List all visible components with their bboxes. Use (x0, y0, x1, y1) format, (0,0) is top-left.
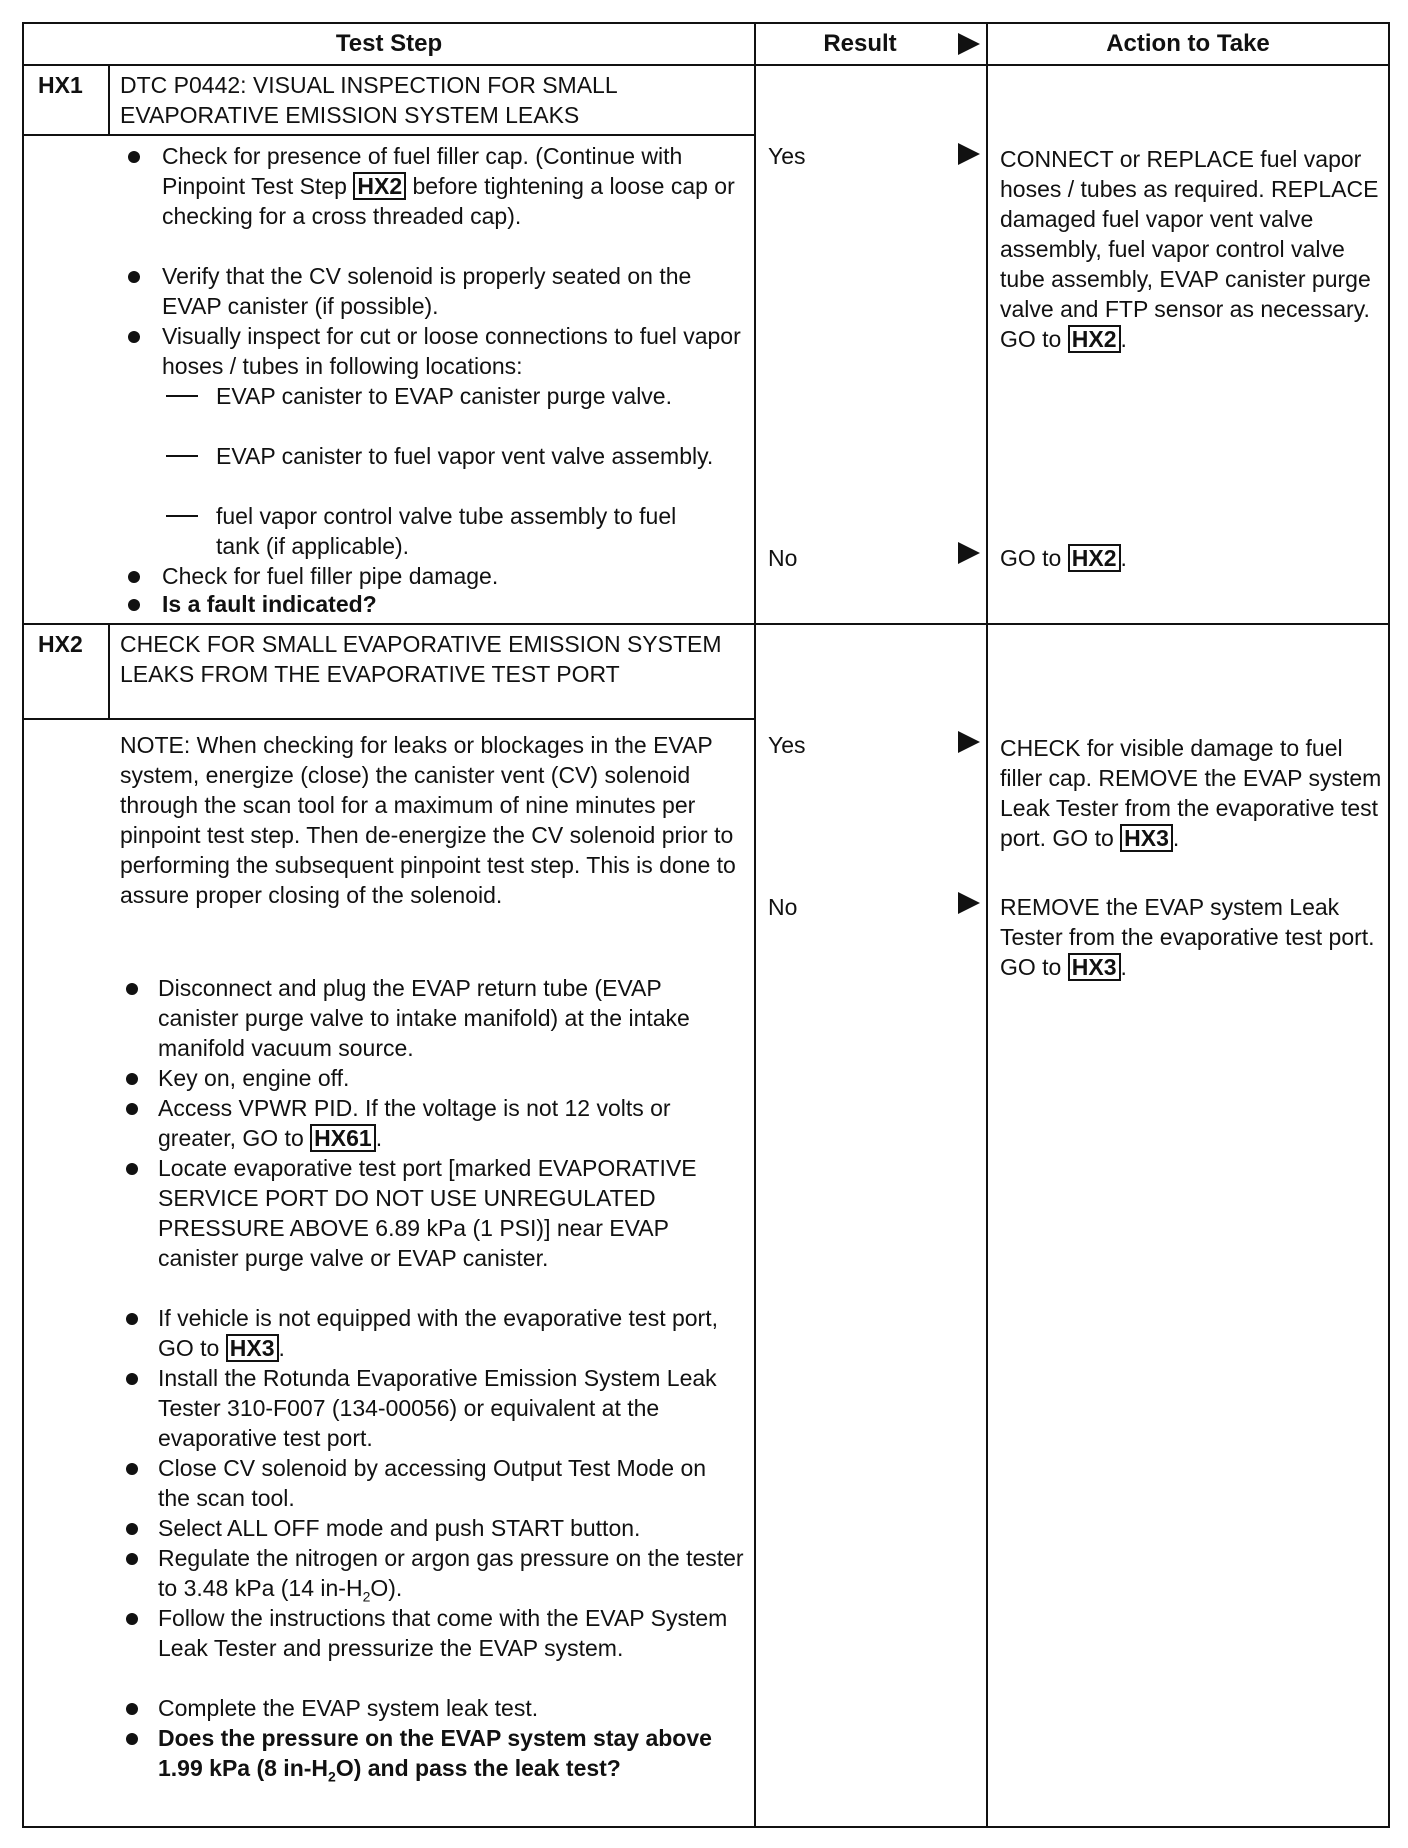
hx1-title-border (22, 134, 754, 136)
bullet-icon (126, 1523, 138, 1535)
hx2-bullet-10: Follow the instructions that come with the EVAP System Leak Tester and pressurize the EVAP system. (158, 1605, 728, 1661)
hx2-note: NOTE: When checking for leaks or blockages in the EVAP system, energize (close) the canister vent (CV) solenoid through the scan tool for a maximum of nine minutes per pinpoint test step. Then de-energize the CV solenoid prior to performing the subsequent pinpoint test step. This is done to assure proper closing of the solenoid. (120, 732, 736, 908)
bullet-icon (126, 1073, 138, 1085)
header-test-step: Test Step (335, 30, 443, 57)
hx2-yes-label: Yes (768, 732, 806, 758)
hx1-no-action: GO to HX2 . (1000, 545, 1127, 571)
hx2-bullet-9: Regulate the nitrogen or argon gas pressure on the tester to 3.48 kPa (14 $in-H_2O$). (158, 1545, 744, 1605)
hx2-bullet-2: Key on, engine off. (158, 1065, 350, 1091)
hx2-title-border (22, 718, 754, 720)
hx1-yes-action: CONNECT or REPLACE fuel vapor hoses / tubes as required. REPLACE damaged fuel vapor vent valve assembly, fuel vapor control valve tube assembly, EVAP canister purge valve and FTP sensor as necessary. GO to HX2 . (1000, 146, 1379, 352)
hx1-question: Is a fault indicated? (162, 591, 377, 617)
id-column-divider-hx1 (108, 64, 110, 136)
hx2-question: Does the pressure on the EVAP system stay above 1.99 kPa (8 $in-H_2O$) and pass the leak test? (158, 1725, 712, 1785)
hx1-bullet-3: Visually inspect for cut or loose connections to fuel vapor hoses / tubes in following locations: (162, 323, 741, 379)
dash-icon (166, 515, 198, 517)
ref-link-hx3[interactable]: HX3 (1120, 824, 1173, 852)
bullet-icon (126, 1463, 138, 1475)
bullet-icon (126, 1313, 138, 1325)
bullet-icon (128, 571, 140, 583)
bullet-icon (126, 1733, 138, 1745)
ref-link-hx61[interactable]: HX61 (310, 1124, 376, 1152)
header-action: Action to Take (1106, 30, 1270, 57)
hx2-bullet-6: Install the Rotunda Evaporative Emission System Leak Tester 310-F007 (134-00056) or equivalent at the evaporative test port. (158, 1365, 717, 1451)
header-result: Result (823, 30, 897, 57)
step-id-hx1: HX1 (38, 72, 83, 98)
header-arrow-icon (958, 33, 980, 55)
header-bottom-border (22, 64, 1390, 66)
ref-link-hx2[interactable]: HX2 (353, 172, 406, 200)
ref-link-hx2[interactable]: HX2 (1068, 325, 1121, 353)
no-arrow-icon (958, 892, 980, 914)
dash-icon (166, 395, 198, 397)
step-title-hx2: CHECK FOR SMALL EVAPORATIVE EMISSION SYSTEM LEAKS FROM THE EVAPORATIVE TEST PORT (120, 631, 722, 687)
hx2-no-action: REMOVE the EVAP system Leak Tester from the evaporative test port. GO to HX3 . (1000, 894, 1375, 980)
hx2-bullet-8: Select ALL OFF mode and push START button. (158, 1515, 641, 1541)
hx1-bullet-2: Verify that the CV solenoid is properly seated on the EVAP canister (if possible). (162, 263, 692, 319)
bullet-icon (128, 331, 140, 343)
bullet-icon (126, 1373, 138, 1385)
hx2-bullet-11: Complete the EVAP system leak test. (158, 1695, 539, 1721)
bullet-icon (126, 1553, 138, 1565)
id-column-divider-hx2 (108, 623, 110, 720)
dash-icon (166, 455, 198, 457)
ref-link-hx3[interactable]: HX3 (1068, 953, 1121, 981)
table-bottom-border (22, 1826, 1390, 1828)
result-column-divider (986, 22, 988, 1828)
bullet-icon (128, 151, 140, 163)
hx2-top-border (22, 623, 1390, 625)
hx1-sub-1: EVAP canister to EVAP canister purge valve. (216, 383, 672, 409)
hx1-no-label: No (768, 545, 798, 571)
step-column-divider (754, 22, 756, 1828)
ref-link-hx3[interactable]: HX3 (226, 1334, 279, 1362)
bullet-icon (126, 1613, 138, 1625)
hx1-sub-2: EVAP canister to fuel vapor vent valve assembly. (216, 443, 714, 469)
hx1-bullet-4: Check for fuel filler pipe damage. (162, 563, 499, 589)
hx2-bullet-7: Close CV solenoid by accessing Output Test Mode on the scan tool. (158, 1455, 707, 1511)
hx2-bullet-4: Locate evaporative test port [marked EVAPORATIVE SERVICE PORT DO NOT USE UNREGULATED PRESSURE ABOVE 6.89 kPa (1 PSI)] near EVAP canister purge valve or EVAP canister. (158, 1155, 697, 1271)
step-id-hx2: HX2 (38, 631, 83, 657)
hx2-no-label: No (768, 894, 798, 920)
hx2-yes-action: CHECK for visible damage to fuel filler cap. REMOVE the EVAP system Leak Tester from the evaporative test port. GO to HX3 . (1000, 735, 1382, 851)
bullet-icon (128, 271, 140, 283)
hx2-bullet-5: If vehicle is not equipped with the evaporative test port, GO to HX3 . (158, 1305, 718, 1361)
bullet-icon (126, 1103, 138, 1115)
ref-link-hx2[interactable]: HX2 (1068, 544, 1121, 572)
hx2-bullet-1: Disconnect and plug the EVAP return tube (EVAP canister purge valve to intake manifold) at the intake manifold vacuum source. (158, 975, 690, 1061)
hx1-yes-label: Yes (768, 143, 806, 169)
bullet-icon (126, 983, 138, 995)
yes-arrow-icon (958, 731, 980, 753)
step-title-hx1: DTC P0442: VISUAL INSPECTION FOR SMALL EVAPORATIVE EMISSION SYSTEM LEAKS (120, 72, 617, 128)
no-arrow-icon (958, 542, 980, 564)
table-left-border (22, 22, 24, 1828)
table-top-border (22, 22, 1390, 24)
hx2-bullet-3: Access VPWR PID. If the voltage is not 12 volts or greater, GO to HX61 . (158, 1095, 671, 1151)
yes-arrow-icon (958, 143, 980, 165)
hx1-bullet-1: Check for presence of fuel filler cap. (Continue with Pinpoint Test Step HX2 before tightening a loose cap or checking for a cross threaded cap). (162, 143, 735, 229)
table-right-border (1388, 22, 1390, 1828)
bullet-icon (128, 599, 140, 611)
bullet-icon (126, 1163, 138, 1175)
bullet-icon (126, 1703, 138, 1715)
hx1-sub-3: fuel vapor control valve tube assembly to fuel tank (if applicable). (216, 503, 677, 559)
